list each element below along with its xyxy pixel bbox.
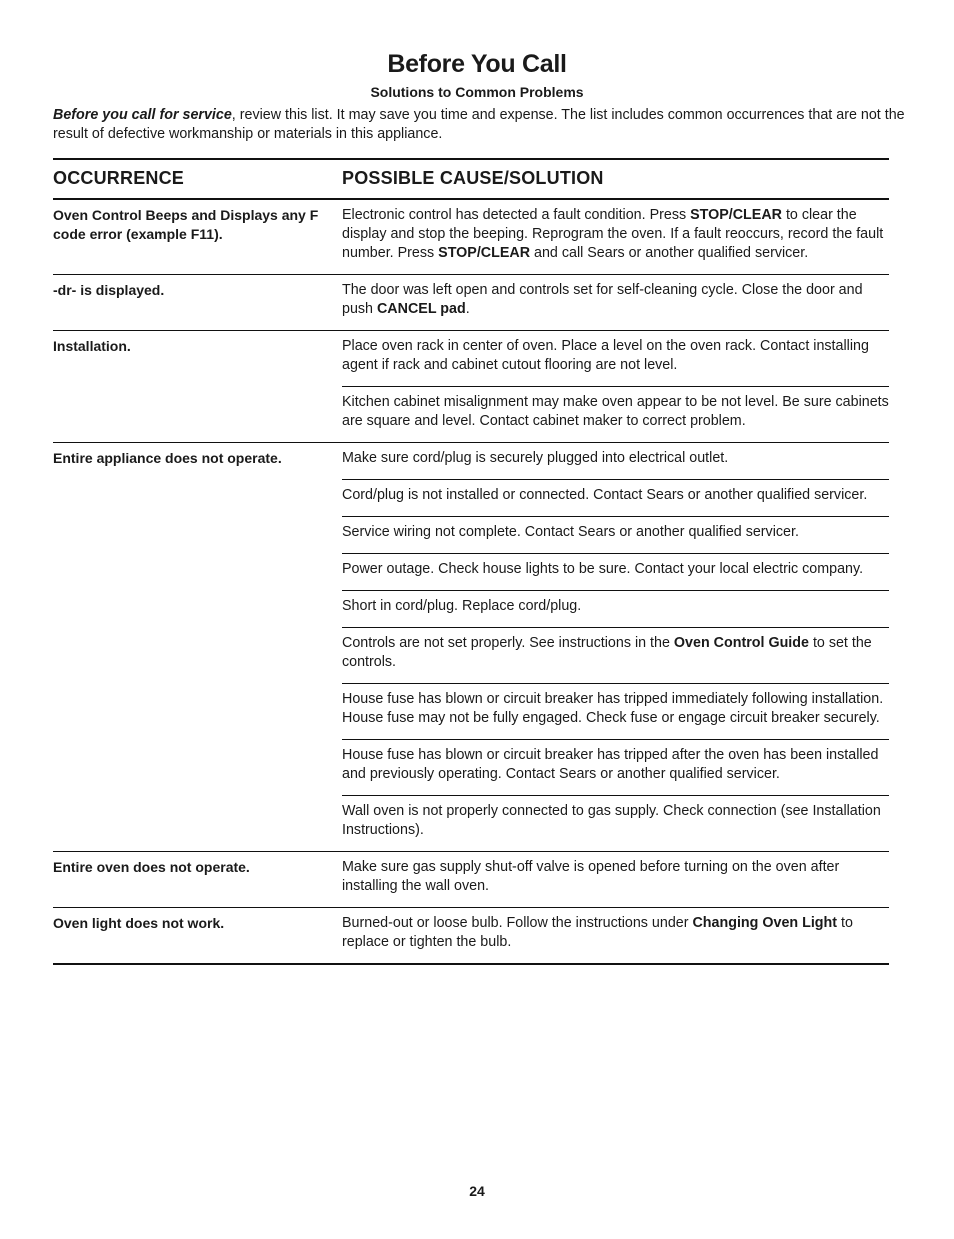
cause-list bbox=[342, 852, 889, 907]
occurrence-label: Oven light does not work. bbox=[53, 915, 225, 931]
emphasized-term: Changing Oven Light bbox=[692, 915, 838, 931]
cause-text: Place oven rack in center of oven. Place a level on the oven rack. Contact installing agent if rack and cabinet cutout flooring are not level. bbox=[342, 338, 869, 373]
cause-solution-item bbox=[342, 908, 889, 963]
cause-text: to replace or tighten the bulb. bbox=[342, 915, 853, 950]
table-row bbox=[53, 442, 889, 851]
cause-list bbox=[342, 200, 889, 274]
cause-solution-item bbox=[342, 590, 889, 627]
column-header-cause: POSSIBLE CAUSE/SOLUTION bbox=[342, 168, 604, 188]
table-row bbox=[53, 198, 889, 274]
troubleshooting-table bbox=[53, 158, 889, 965]
emphasized-term: Oven Control Guide bbox=[673, 635, 809, 651]
cause-solution-item bbox=[342, 443, 889, 479]
cause-list bbox=[342, 275, 889, 330]
occurrence-label: Entire oven does not operate. bbox=[53, 859, 250, 875]
column-header-occurrence: OCCURRENCE bbox=[53, 168, 185, 188]
table-bottom-rule bbox=[53, 963, 889, 965]
intro-lead: Before you call for service bbox=[53, 107, 232, 123]
cause-text: Short in cord/plug. Replace cord/plug. bbox=[342, 598, 582, 614]
page-number: 24 bbox=[469, 1183, 485, 1199]
cause-text: The door was left open and controls set for self-cleaning cycle. Close the door and push bbox=[342, 282, 863, 317]
emphasized-term: STOP/CLEAR bbox=[438, 245, 531, 261]
page-title: Before You Call bbox=[387, 50, 567, 78]
cause-text: Wall oven is not properly connected to gas supply. Check connection (see Installation Instructions). bbox=[342, 803, 881, 838]
cause-text: and call Sears or another qualified servicer. bbox=[530, 245, 809, 261]
emphasized-term: CANCEL pad bbox=[376, 301, 466, 317]
cause-text: Kitchen cabinet misalignment may make oven appear to be not level. Be sure cabinets are square and level. Contact cabinet maker to correct problem. bbox=[342, 394, 889, 429]
cause-solution-item bbox=[342, 795, 889, 851]
table-row bbox=[53, 274, 889, 330]
cause-solution-item bbox=[342, 683, 889, 739]
cause-solution-item bbox=[342, 627, 889, 683]
cause-text: to set the controls. bbox=[342, 635, 872, 670]
cause-text: House fuse has blown or circuit breaker has tripped after the oven has been installed and previously operating. Contact Sears or another qualified servicer. bbox=[342, 747, 879, 782]
cause-text: . bbox=[465, 301, 470, 317]
cause-solution-item bbox=[342, 553, 889, 590]
cause-solution-item bbox=[342, 479, 889, 516]
table-row bbox=[53, 851, 889, 907]
cause-solution-item bbox=[342, 852, 889, 907]
cause-list bbox=[342, 443, 889, 851]
table-row bbox=[53, 907, 889, 963]
cause-text: Power outage. Check house lights to be sure. Contact your local electric company. bbox=[342, 561, 864, 577]
table-body bbox=[53, 198, 889, 963]
occurrence-label: Entire appliance does not operate. bbox=[53, 450, 282, 466]
cause-solution-item bbox=[342, 200, 889, 274]
intro-text: , review this list. It may save you time and expense. The list includes common occurrences that are not the result of defective workmanship or materials in this appliance. bbox=[53, 107, 905, 142]
cause-solution-item bbox=[342, 516, 889, 553]
cause-text: Burned-out or loose bulb. Follow the instructions under bbox=[342, 915, 693, 931]
occurrence-label: Installation. bbox=[53, 338, 131, 354]
cause-text: Controls are not set properly. See instructions in the bbox=[342, 635, 674, 651]
cause-solution-item bbox=[342, 275, 889, 330]
table-row bbox=[53, 330, 889, 442]
emphasized-term: STOP/CLEAR bbox=[690, 207, 782, 223]
cause-text: to clear the display and stop the beeping. Reprogram the oven. If a fault reoccurs, record the fault number. Press bbox=[342, 207, 884, 261]
page-subtitle: Solutions to Common Problems bbox=[370, 84, 584, 100]
cause-solution-item bbox=[342, 386, 889, 442]
cause-solution-item bbox=[342, 331, 889, 386]
cause-text: Electronic control has detected a fault condition. Press bbox=[342, 207, 691, 223]
cause-text: Service wiring not complete. Contact Sears or another qualified servicer. bbox=[342, 524, 799, 540]
occurrence-label: -dr- is displayed. bbox=[53, 282, 165, 298]
table-header bbox=[53, 160, 889, 198]
occurrence-label: Oven Control Beeps and Displays any F code error (example F11). bbox=[53, 207, 319, 242]
cause-list bbox=[342, 908, 889, 963]
cause-text: Make sure gas supply shut-off valve is opened before turning on the oven after installing the wall oven. bbox=[342, 859, 840, 894]
cause-text: Cord/plug is not installed or connected. Contact Sears or another qualified servicer. bbox=[342, 487, 868, 503]
cause-text: Make sure cord/plug is securely plugged into electrical outlet. bbox=[342, 450, 729, 466]
cause-list bbox=[342, 331, 889, 442]
cause-text: House fuse has blown or circuit breaker has tripped immediately following installation. House fuse may not be fully engaged. Check fuse or engage circuit breaker securely. bbox=[342, 691, 884, 726]
intro-paragraph bbox=[53, 106, 913, 144]
cause-solution-item bbox=[342, 739, 889, 795]
